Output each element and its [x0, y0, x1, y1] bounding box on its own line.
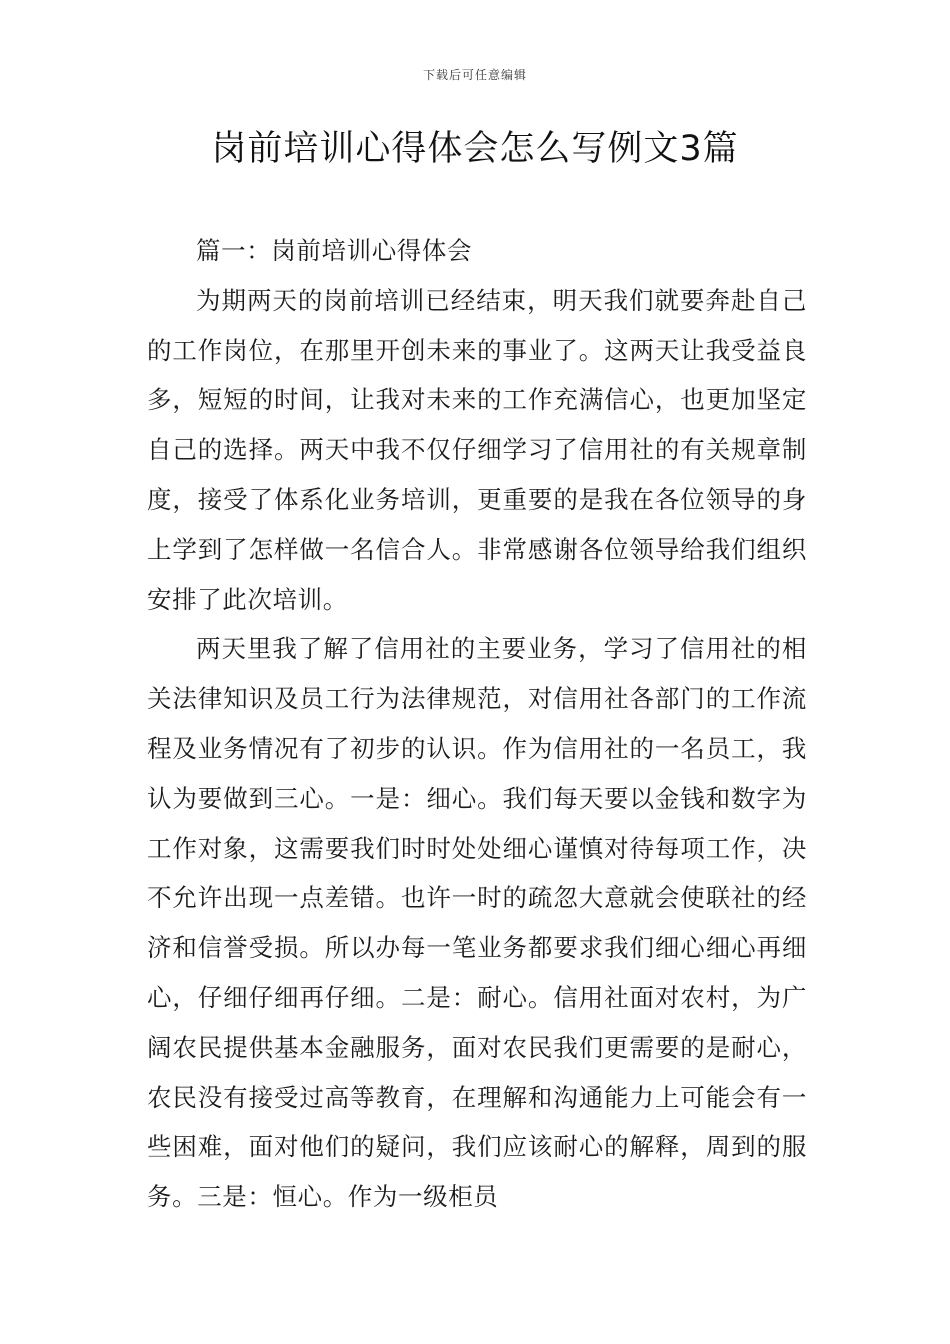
- document-body: [147, 226, 807, 1222]
- paragraph-2: 两天里我了解了信用社的主要业务，学习了信用社的相关法律知识及员工行为法律规范，对信用社各部门的工作流程及业务情况有了初步的认识。作为信用社的一名员工，我认为要做到三心。一是：细心。我们每天要以金钱和数字为工作对象，这需要我们时时处处细心谨慎对待每项工作，决不允许出现一点差错。也许一时的疏忽大意就会使联社的经济和信誉受损。所以办每一笔业务都要求我们细心细心再细心，仔细仔细再仔细。二是：耐心。信用社面对农村，为广阔农民提供基本金融服务，面对农民我们更需要的是耐心，农民没有接受过高等教育，在理解和沟通能力上可能会有一些困难，面对他们的疑问，我们应该耐心的解释，周到的服务。三是：恒心。作为一级柜员: [147, 634, 807, 1212]
- document-title: 岗前培训心得体会怎么写例文3篇: [211, 129, 739, 169]
- header-note: 下载后可任意编辑: [422, 68, 527, 82]
- section-heading: 篇一：岗前培训心得体会: [196, 236, 473, 265]
- paragraph-1: 为期两天的岗前培训已经结束，明天我们就要奔赴自己的工作岗位，在那里开创未来的事业了。这两天让我受益良多，短短的时间，让我对未来的工作充满信心，也更加坚定自己的选择。两天中我不仅仔细学习了信用社的有关规章制度，接受了体系化业务培训，更重要的是我在各位领导的身上学到了怎样做一名信合人。非常感谢各位领导给我们组织安排了此次培训。: [147, 285, 807, 614]
